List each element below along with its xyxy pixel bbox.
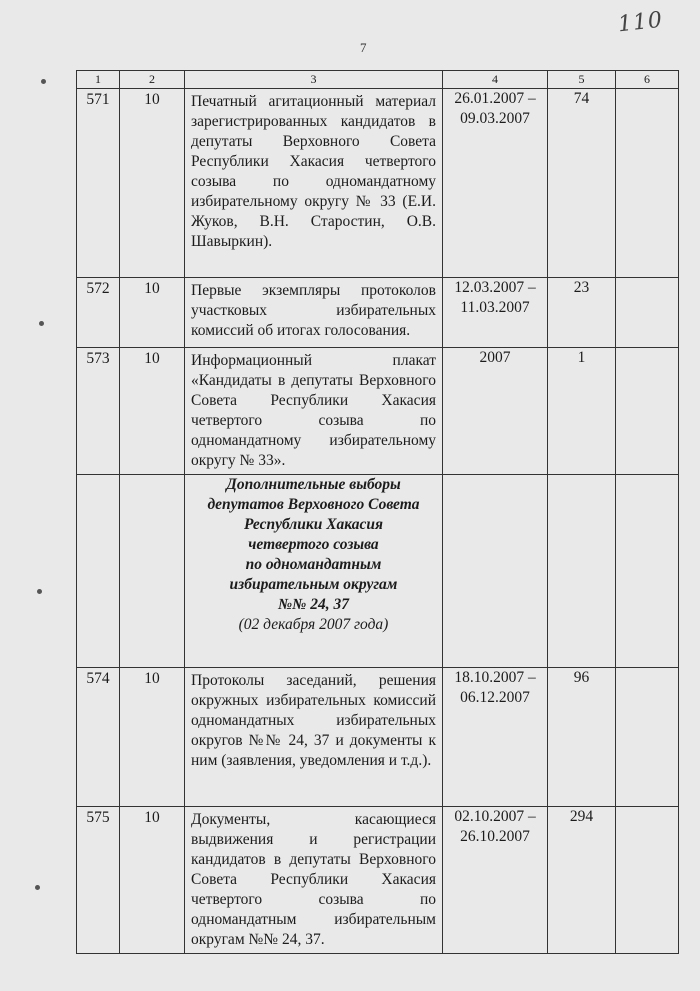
section-line: Республики Хакасия [243,516,384,533]
item-description: Информационный плакат «Кандидаты в депутаты Верховного Совета Республики Хакасия четвертого созыва по одномандатному избирательному округу № 33». [191,352,436,469]
item-dates: 2007 [479,349,511,366]
table-row [77,668,679,807]
item-fund: 10 [144,280,160,297]
table-row [77,278,679,348]
item-fund: 10 [144,809,160,826]
item-description: Первые экземпляры протоколов участковых избирательных комиссий об итогах голосования. [191,282,436,339]
header-cell: 2 [120,71,185,89]
punch-hole-mark [34,884,42,892]
header-cell: 1 [77,71,120,89]
item-count: 294 [569,808,594,825]
section-date: (02 декабря 2007 года) [238,616,389,633]
section-line: по одномандатным [245,556,382,573]
item-number: 575 [86,809,110,826]
item-dates: 02.10.2007 – 26.10.2007 [454,808,536,845]
item-number: 572 [86,280,110,297]
item-number: 573 [86,350,110,367]
table-row [77,89,679,278]
punch-hole-mark [40,78,48,86]
item-number: 574 [86,670,110,687]
item-count: 23 [573,279,590,296]
item-fund: 10 [144,350,160,367]
item-description: Печатный агитационный материал зарегистрированных кандидатов в депутаты Верховного Совета Республики Хакасия четвертого созыва по одномандатному избирательному округу № 33 (Е.И. Жуков, В.Н. Старостин, О.В. Шавыркин). [191,93,436,250]
section-line: избирательным округам [229,576,398,593]
item-count: 74 [573,90,590,107]
item-count: 1 [577,349,586,366]
header-cell: 3 [185,71,443,89]
section-heading-row [77,475,679,668]
item-description: Документы, касающиеся выдвижения и регистрации кандидатов в депутаты Верховного Совета Республики Хакасия четвертого созыва по одномандатным избирательным округам №№ 24, 37. [191,811,436,948]
section-line: №№ 24, 37 [278,596,349,613]
page-number: 7 [360,40,367,55]
header-cell: 5 [548,71,616,89]
item-fund: 10 [144,670,160,687]
section-line: Дополнительные выборы [226,476,401,493]
table-row [77,348,679,475]
item-description: Протоколы заседаний, решения окружных избирательных комиссий одномандатных избирательных округов №№ 24, 37 и документы к ним (заявления, уведомления и т.д.). [191,672,436,769]
handwritten-page-number: 110 [616,7,665,38]
item-dates: 26.01.2007 – 09.03.2007 [454,90,536,127]
header-cell: 6 [616,71,679,89]
item-dates: 18.10.2007 – 06.12.2007 [454,669,536,706]
punch-hole-mark [36,588,44,596]
section-heading [185,475,443,668]
table-row [77,807,679,954]
item-dates: 12.03.2007 – 11.03.2007 [454,279,536,316]
section-line: четвертого созыва [248,536,379,553]
table-header-row [77,71,679,89]
punch-hole-mark [38,320,46,328]
item-number: 571 [86,91,110,108]
item-count: 96 [573,669,590,686]
header-cell: 4 [443,71,548,89]
item-fund: 10 [144,91,160,108]
inventory-table [76,70,679,954]
section-line: депутатов Верховного Совета [207,496,420,513]
